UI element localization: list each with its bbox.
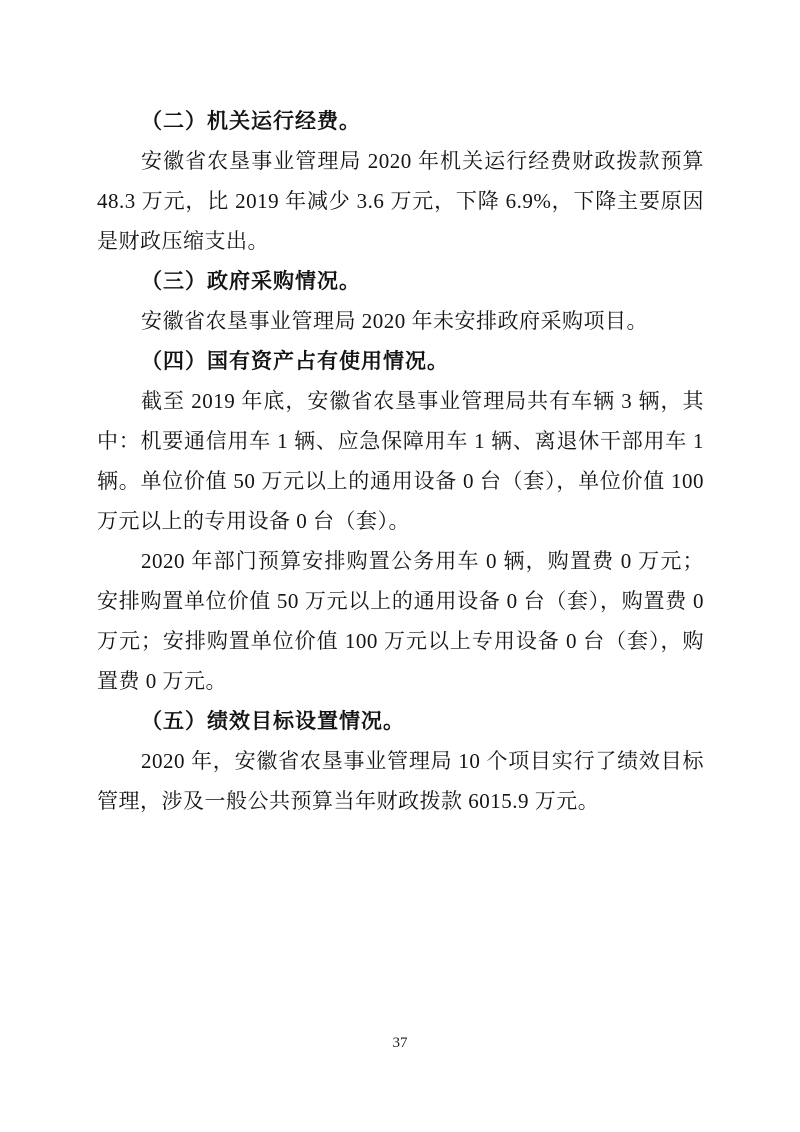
paragraph-performance-targets: 2020 年，安徽省农垦事业管理局 10 个项目实行了绩效目标管理，涉及一般公共预算当年财政拨款 6015.9 万元。 (97, 749, 704, 813)
document-body (97, 101, 704, 821)
section-heading-2: （二）机关运行经费。 (141, 109, 361, 133)
paragraph-operating-expenses: 安徽省农垦事业管理局 2020 年机关运行经费财政拨款预算 48.3 万元，比 2019 年减少 3.6 万元，下降 6.9%，下降主要原因是财政压缩支出。 (97, 149, 704, 253)
paragraph-state-assets-current: 截至 2019 年底，安徽省农垦事业管理局共有车辆 3 辆，其中：机要通信用车 1 辆、应急保障用车 1 辆、离退休干部用车 1 辆。单位价值 50 万元以上的通用设备 0 台（套），单位价值 100 万元以上的专用设备 0 台（套）。 (97, 389, 704, 533)
section-heading-4: （四）国有资产占有使用情况。 (141, 349, 449, 373)
section-heading-5: （五）绩效目标设置情况。 (141, 709, 405, 733)
page-number: 37 (392, 1035, 408, 1051)
paragraph-procurement: 安徽省农垦事业管理局 2020 年未安排政府采购项目。 (141, 309, 648, 333)
section-heading-3: （三）政府采购情况。 (141, 269, 361, 293)
paragraph-state-assets-budget: 2020 年部门预算安排购置公务用车 0 辆，购置费 0 万元；安排购置单位价值 50 万元以上的通用设备 0 台（套），购置费 0 万元；安排购置单位价值 100 万元以上专用设备 0 台（套），购置费 0 万元。 (97, 549, 704, 693)
